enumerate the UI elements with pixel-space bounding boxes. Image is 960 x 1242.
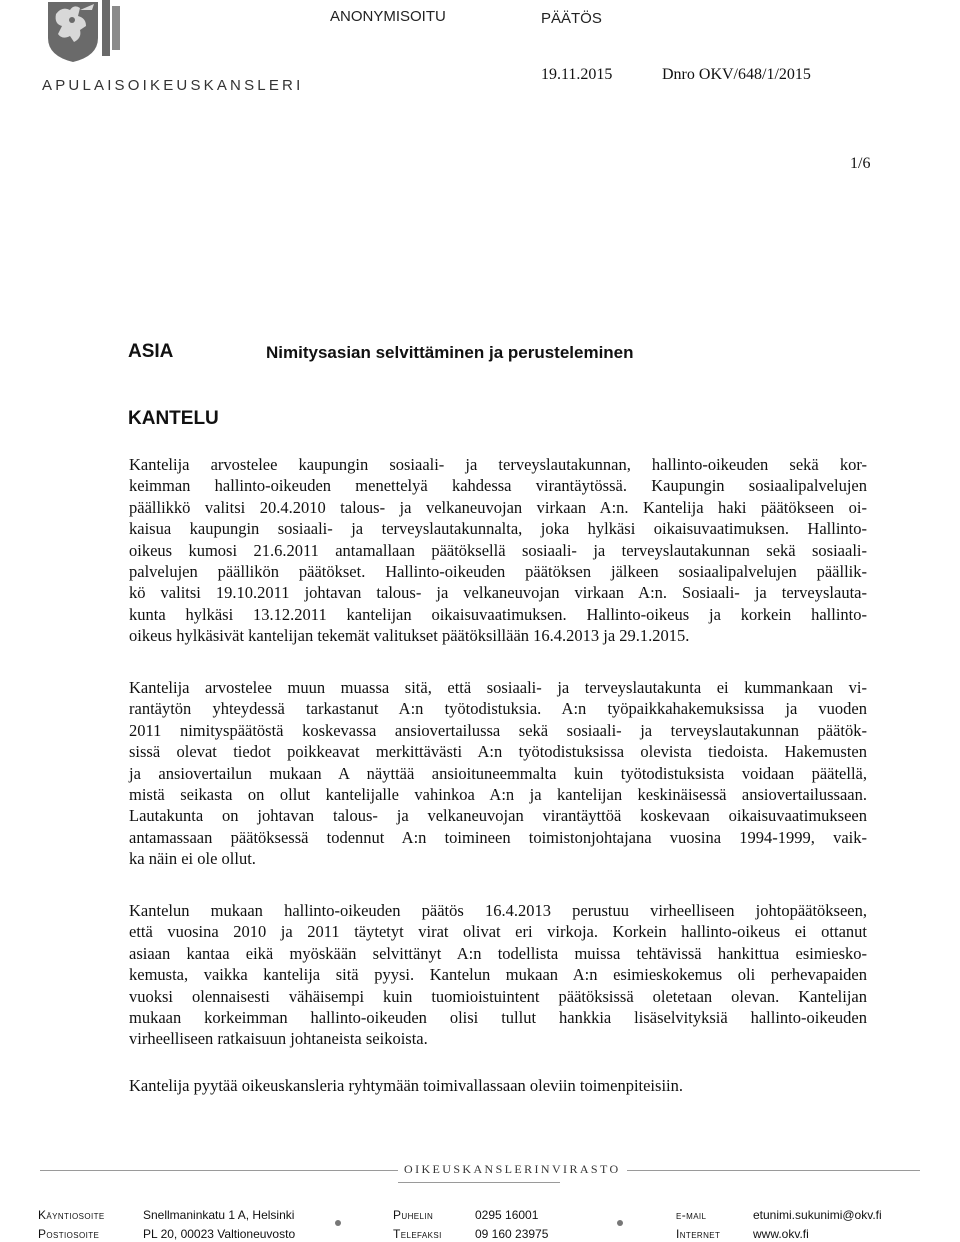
- email-value[interactable]: etunimi.sukunimi@okv.fi: [753, 1208, 882, 1222]
- text-line: palvelujen päällikön päätökset. Hallinto-oikeuden päätöksen jälkeen sosiaalipalvelujen päällik-: [129, 562, 867, 582]
- text-line: Kantelija pyytää oikeuskansleria ryhtymään toimivallassaan oleviin toimenpiteisiin.: [129, 1076, 683, 1095]
- text-line: kö valitsi 19.10.2011 johtavan talous- ja velkaneuvojan virkaan A:n. Sosiaali- ja terveyslauta-: [129, 583, 867, 603]
- text-line: antamassaan päätöksessä todennut A:n toimineen toimistonjohtajana vuosina 1994-1999, vaik-: [129, 827, 867, 847]
- footer-separator-dot: [617, 1220, 623, 1226]
- subject-label: ASIA: [128, 341, 174, 362]
- text-line: 2011 nimityspäätöstä koskevassa ansiovertailussa sekä sosiaali- ja terveyslautakunnan päätök-: [129, 720, 867, 740]
- phone-value: 0295 16001: [475, 1208, 539, 1222]
- text-line: kaisua kaupungin sosiaali- ja terveyslautakunnalta, joka hylkäsi oikaisuvaatimuksen. Hallinto-: [129, 519, 867, 539]
- complaint-paragraph-3: [129, 900, 867, 1050]
- visit-address-label: Käyntiosoite: [38, 1208, 105, 1222]
- fax-value: 09 160 23975: [475, 1227, 549, 1241]
- text-line: kunta hylkäsi 13.12.2011 kantelijan oikaisuvaatimuksen. Hallinto-oikeus ja korkein hallinto-: [129, 604, 867, 624]
- footer-organization: OIKEUSKANSLERINVIRASTO: [398, 1162, 627, 1177]
- text-line: mistä seikasta on ollut kantelijalle vahinkoa A:n ja kantelijan keskinäisessä ansiovertailussaan.: [129, 785, 867, 805]
- text-line: keimman hallinto-oikeuden menettelyä kahdessa virantäytössä. Kaupungin sosiaalipalvelujen: [129, 476, 867, 496]
- postal-address-value: PL 20, 00023 Valtioneuvosto: [143, 1227, 296, 1241]
- email-label: e-mail: [676, 1208, 707, 1222]
- text-line: päällikkö valitsi 20.4.2010 talous- ja velkaneuvojan virkaan A:n. Kantelija haki päätökseen oi-: [129, 497, 867, 517]
- text-line: oikeus hylkäsivät kantelijan tekemät valitukset päätöksillään 16.4.2013 ja 29.1.2015.: [129, 626, 690, 646]
- page-number: 1/6: [850, 155, 871, 172]
- postal-address-label: Postiosoite: [38, 1227, 100, 1241]
- anonymized-stamp: ANONYMISOITU: [330, 8, 446, 25]
- decision-stamp: PÄÄTÖS: [541, 10, 602, 27]
- document-date: 19.11.2015: [541, 66, 613, 83]
- text-line: rantäytön yhteydessä tarkastanut A:n työtodistuksia. A:n työpaikkahakemuksissa ja vuoden: [129, 699, 867, 719]
- subject-title: Nimitysasian selvittäminen ja perusteleminen: [266, 343, 634, 362]
- text-line: kemusta, vaikka kantelija sitä pyysi. Kantelun mukaan A:n esimieskokemus oli perhevapaiden: [129, 965, 867, 985]
- complaint-paragraph-2: [129, 677, 867, 870]
- text-line: että vuosina 2010 ja 2011 täytetyt virat olivat eri virkoja. Korkein hallinto-oikeus ei ottanut: [129, 922, 867, 942]
- footer-separator-dot: [335, 1220, 341, 1226]
- text-line: oikeus kumosi 21.6.2011 antamallaan päätöksellä sosiaali- ja terveyslautakunnan sekä sosiaali-: [129, 540, 867, 560]
- text-line: Lautakunta on johtavan talous- ja velkaneuvojan virantäyttöä koskevaan oikaisuvaatimukseen: [129, 806, 867, 826]
- text-line: virheelliseen ratkaisuun johtaneista seikoista.: [129, 1029, 428, 1049]
- text-line: mukaan korkeimman hallinto-oikeuden olisi tullut hankkia lisäselvityksiä hallinto-oikeuden: [129, 1008, 867, 1028]
- internet-value[interactable]: www.okv.fi: [753, 1227, 809, 1241]
- text-line: Kantelun mukaan hallinto-oikeuden päätös 16.4.2013 perustuu virheelliseen johtopäätökseen,: [129, 901, 867, 920]
- document-number: Dnro OKV/648/1/2015: [662, 66, 811, 83]
- footer-org-underline: [398, 1182, 560, 1183]
- text-line: Kantelija arvostelee muun muassa sitä, että sosiaali- ja terveyslautakunta ei kummankaan vi-: [129, 678, 867, 697]
- text-line: asiaan kantaa eikä myöskään selvittänyt A:n todellista muissa tehtävissä hankittua esimiesko-: [129, 943, 867, 963]
- visit-address-value: Snellmaninkatu 1 A, Helsinki: [143, 1208, 295, 1222]
- coat-of-arms-icon: [42, 0, 126, 64]
- complaint-label: KANTELU: [128, 408, 219, 429]
- fax-label: Telefaksi: [393, 1227, 442, 1241]
- text-line: ja ansiovertailun mukaan A näyttää ansioituneemmalta kuin työtodistuksista voidaan päätellä,: [129, 763, 867, 783]
- organization-name: APULAISOIKEUSKANSLERI: [42, 77, 304, 94]
- text-line: vuoksi olennaisesti vähäisempi kuin tuomioistuintent päätöksissä oletetaan olevan. Kantelijan: [129, 986, 867, 1006]
- text-line: ka näin ei ole ollut.: [129, 849, 256, 869]
- internet-label: Internet: [676, 1227, 721, 1241]
- complaint-paragraph-1: [129, 454, 867, 647]
- phone-label: Puhelin: [393, 1208, 434, 1222]
- complaint-paragraph-4: [129, 1075, 867, 1096]
- text-line: sissä olevat tiedot poikkeavat merkittävästi A:n työtodistuksissa olevista tiedoista. Hakemusten: [129, 742, 867, 762]
- text-line: Kantelija arvostelee kaupungin sosiaali- ja terveyslautakunnan, hallinto-oikeuden sekä kor-: [129, 455, 867, 474]
